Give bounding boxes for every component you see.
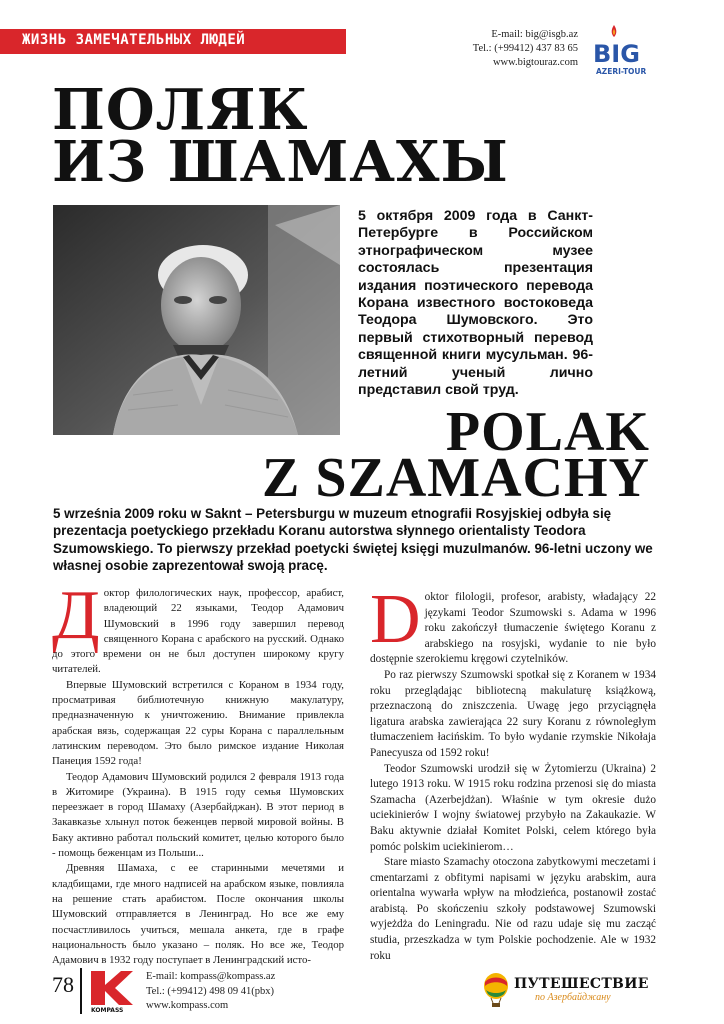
dropcap-ru: Д (52, 577, 100, 654)
top-tel: Tel.: (+99412) 437 83 65 (472, 43, 578, 54)
footer-divider (80, 968, 82, 1014)
big-logo-text: BIG (593, 40, 640, 68)
paragraph: Теодор Адамович Шумовский родился 2 февраля 1913 года в Житомире (Украина). В 1915 году семья Шумовских переезжает в город Шамаху (Азербайджан). В этот период в Закавказье хлынул поток беженцев первой мировой войны. В Баку активно работал польский комитет, целью которого было - помощь беженцам из Польши... (52, 770, 344, 860)
dropcap-pl: D (370, 581, 421, 658)
paragraph: Древняя Шамаха, с ее старинными мечетями и кладбищами, где много надписей на арабском языке, повлияла на решение стать арабистом. После окончания школы Шумовский отправляется в Ленинград. Но все же ему посчастливилось учиться, мешала анкета, где в графе национальность было указано – поляк. Но все же, Теодор Адамович в 1932 году поступает в Ленинградский исто- (52, 862, 344, 967)
title-pl-line2: Z SZAMACHY (261, 447, 650, 509)
lead-ru: 5 октября 2009 года в Санкт-Петербурге в Российском этнографическом музее состоялась презентация издания поэтического перевода Корана известного востоковеда Теодора Шумовского. Это первый стихотворный перевод священной книги мусульман. 96-летний ученый лично представил свой труд. (358, 208, 593, 399)
big-logo-sub: AZERI-TOUR (596, 67, 647, 76)
top-web[interactable]: www.bigtouraz.com (492, 57, 578, 68)
top-contacts (458, 28, 578, 70)
magazine-name: ПУТЕШЕСТВИЕ (514, 976, 649, 992)
title-ru (52, 77, 509, 195)
bottom-tel: Tel.: (+99412) 498 09 41(pbx) (146, 985, 274, 997)
title-ru-line2: ИЗ ШАМАХЫ (52, 129, 509, 195)
title-pl-line1: POLAK (445, 401, 650, 463)
kompass-logo-text: KOMPASS (91, 1007, 124, 1013)
portrait-photo (53, 205, 340, 435)
column-ru (52, 577, 344, 968)
lead-pl: 5 września 2009 roku w Saknt – Petersburgu w muzeum etnografii Rosyjskiej odbyła się prezentacja poetyckiego przekładu Koranu autorstwa słynnego orientalisty Teodora Szumowskiego. To pierwszy przekład poetycki świętej księgi muzulmanów. 96-letni uczony we własnej osobie zaprezentował swoją pracę. (53, 506, 653, 574)
kompass-logo-icon (89, 969, 135, 1013)
bottom-contacts (146, 970, 275, 1014)
magazine-subtitle: по Азербайджану (535, 992, 611, 1003)
paragraph: Stare miasto Szamachy otoczona zabytkowymi meczetami i cmentarzami z obfitymi napisami w języku arabskim, aura orientalna wywarła wpływ na młodzieńca, postanowił zostać arabistą. Po skończeniu szkoły podstawowej Szumowski wyjeżdża do Leningradu. Nie od razu udaje się mu zacząć studia, przeszkadza w tym Polskie pochodzenie. Ale w 1932 roku (370, 856, 656, 962)
paragraph: Teodor Szumowski urodził się w Żytomierzu (Ukraina) 2 lutego 1913 roku. W 1915 roku rodzina przenosi się do miasta Szamacha (Azerbejdżan). Właśnie w tym okresie dużo uciekinierów I wojny światowej przybyło na Zakaukazie. W Baku aktywnie działał Komitet Polski, celem którego była pomóc polskim uciekinierom… (370, 762, 656, 853)
paragraph: Doktor filologii, profesor, arabisty, władający 22 językami Teodor Szumowski s. Adama w 1996 roku zakończył tłumaczenie świętego Koranu z arabskiego na rosyjski, wydanie to nie było dostępnie szerokiemu kręgowi czytelników. (370, 581, 656, 666)
paragraph: Впервые Шумовский встретился с Кораном в 1934 году, просматривая библиотечную книжную макулатуру, предназначенную к уничтожению. Внимание привлекла арабская вязь, содержащая 22 суры Корана с параллельным латинским переводом. Это было римское издание Николая Панеция 1592 года! (52, 678, 344, 768)
column-pl (370, 581, 656, 964)
title-ru-line1: ПОЛЯК (52, 77, 309, 143)
paragraph: Po raz pierwszy Szumowski spotkał się z Koranem w 1934 roku przeglądając bibliotecną makulaturę książkową, przeznaczoną do zniszczenia. Uwagę jego przyciągnęła ligatura arabska zawierająca 22 sury Koranu z równoległym tłumaczeniem łacińskim. To było wydanie rzymskie Nikołaja Panecyusza od 1592 roku! (370, 668, 656, 759)
bottom-email[interactable]: E-mail: kompass@kompass.az (146, 971, 276, 982)
section-label: ЖИЗНЬ ЗАМЕЧАТЕЛЬНЫХ ЛЮДЕЙ (22, 32, 246, 48)
big-logo-icon (592, 22, 648, 76)
bottom-web[interactable]: www.kompass.com (146, 1000, 229, 1011)
section-bar (0, 29, 346, 54)
paragraph: Доктор филологических наук, профессор, арабист, владеющий 22 языками, Теодор Адамович Шумовский в 1996 году завершил перевод священного Корана с арабского на русский. Однако до этого времени он не был доступен широкому кругу читателей. (52, 577, 344, 676)
page-number: 78 (52, 972, 74, 997)
top-email[interactable]: E-mail: big@isgb.az (491, 29, 578, 40)
